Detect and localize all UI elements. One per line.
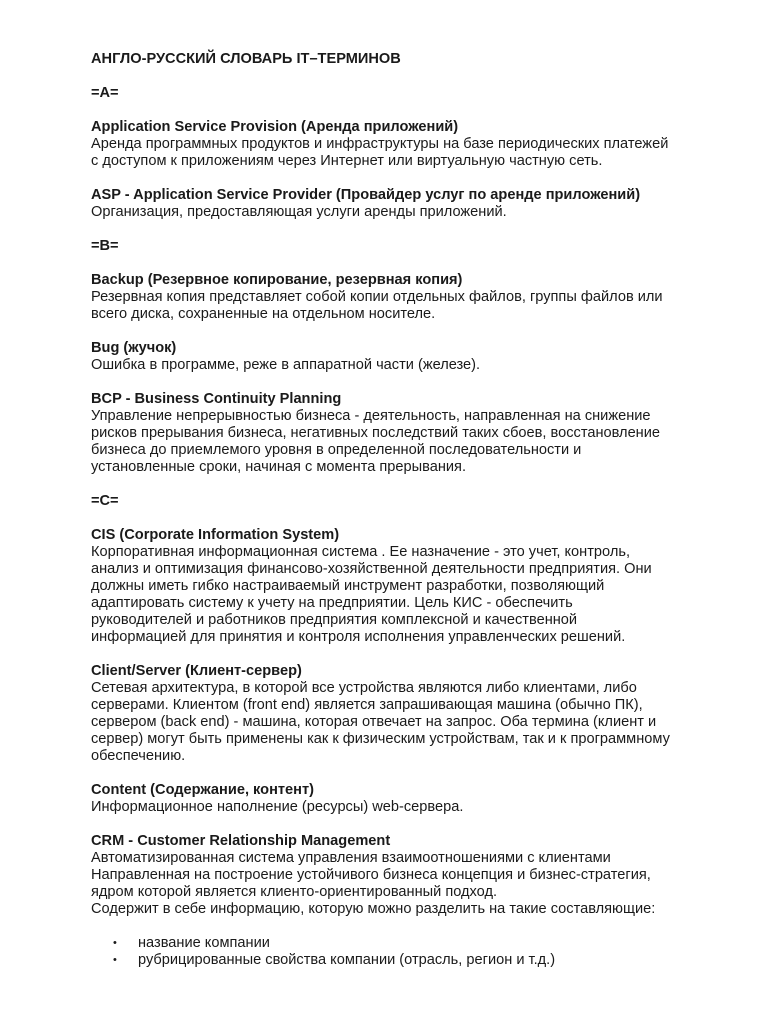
entry-definition-line: рисков прерывания бизнеса, негативных последствий таких сбоев, восстановление: [91, 425, 661, 441]
entry-definition-line: руководителей и работников предприятия комплексной и качественной: [91, 612, 578, 628]
entry-definition-line: Управление непрерывностью бизнеса - деятельность, направленная на снижение: [91, 408, 651, 424]
bullet-icon: •: [113, 937, 117, 949]
entry-definition-line: адаптировать систему к учету на предприятии. Цель КИС - обеспечить: [91, 595, 573, 611]
entry-term: CIS (Corporate Information System): [91, 527, 340, 543]
list-item: [91, 935, 731, 952]
bullet-icon: •: [113, 954, 117, 966]
section-letter-c: =C=: [91, 493, 119, 509]
entry-term: BCP - Business Continuity Planning: [91, 391, 342, 407]
entry-content: [91, 782, 731, 816]
document-title: АНГЛО-РУССКИЙ СЛОВАРЬ IT–ТЕРМИНОВ: [91, 51, 401, 67]
entry-application-service-provision: [91, 119, 731, 170]
entry-definition-line: сервером (back end) - машина, которая отвечает на запрос. Оба термина (клиент и: [91, 714, 657, 730]
list-item: [91, 952, 731, 969]
entry-definition-line: Аренда программных продуктов и инфраструктуры на базе периодических платежей: [91, 136, 669, 152]
entry-term: Bug (жучок): [91, 340, 177, 356]
section-letter-b: =B=: [91, 238, 119, 254]
entry-crm: [91, 833, 731, 969]
entry-definition-line: Организация, предоставляющая услуги аренды приложений.: [91, 204, 507, 220]
entry-definition-line: Автоматизированная система управления взаимоотношениями с клиентами: [91, 850, 611, 866]
list-item-text: название компании: [138, 935, 270, 951]
entry-bug: [91, 340, 731, 374]
entry-definition-line: бизнеса до приемлемого уровня в определенной последовательности и: [91, 442, 582, 458]
entry-definition-line: информацией для принятия и контроля исполнения управленческих решений.: [91, 629, 626, 645]
entry-asp: [91, 187, 731, 221]
entry-definition-line: Резервная копия представляет собой копии отдельных файлов, группы файлов или: [91, 289, 663, 305]
entry-definition-line: Корпоративная информационная система . Ее назначение - это учет, контроль,: [91, 544, 630, 560]
entry-definition-line: Направленная на построение устойчивого бизнеса концепция и бизнес-стратегия,: [91, 867, 651, 883]
entry-term: Application Service Provision (Аренда приложений): [91, 119, 459, 135]
entry-definition-line: Содержит в себе информацию, которую можно разделить на такие составляющие:: [91, 901, 656, 917]
document-page: [91, 51, 731, 969]
entry-definition-line: анализ и оптимизация финансово-хозяйственной деятельности предприятия. Они: [91, 561, 652, 577]
list-item-text: рубрицированные свойства компании (отрасль, регион и т.д.): [138, 952, 556, 968]
entry-term: Backup (Резервное копирование, резервная копия): [91, 272, 463, 288]
entry-cis: [91, 527, 731, 646]
entry-bcp: [91, 391, 731, 476]
entry-definition-line: обеспечению.: [91, 748, 186, 764]
entry-term: Content (Содержание, контент): [91, 782, 314, 798]
entry-definition-line: Информационное наполнение (ресурсы) web-сервера.: [91, 799, 464, 815]
entry-backup: [91, 272, 731, 323]
entry-term: Client/Server (Клиент-сервер): [91, 663, 302, 679]
entry-definition-line: с доступом к приложениям через Интернет или виртуальную частную сеть.: [91, 153, 603, 169]
entry-definition-line: установленные сроки, начиная с момента прерывания.: [91, 459, 467, 475]
entry-definition-line: всего диска, сохраненные на отдельном носителе.: [91, 306, 436, 322]
section-letter-a: =A=: [91, 85, 119, 101]
entry-term: ASP - Application Service Provider (Провайдер услуг по аренде приложений): [91, 187, 641, 203]
entry-definition-line: Ошибка в программе, реже в аппаратной части (железе).: [91, 357, 481, 373]
entry-definition-line: сервер) могут быть применены как к физическим устройствам, так и к программному: [91, 731, 670, 747]
bullet-list: [91, 935, 731, 969]
entry-definition-line: должны иметь гибко настраиваемый инструмент разработки, позволяющий: [91, 578, 605, 594]
entry-term: CRM - Customer Relationship Management: [91, 833, 391, 849]
entry-client-server: [91, 663, 731, 765]
entry-definition-line: серверами. Клиентом (front end) является запрашивающая машина (обычно ПК),: [91, 697, 643, 713]
entry-definition-line: ядром которой является клиенто-ориентированный подход.: [91, 884, 498, 900]
entry-definition-line: Сетевая архитектура, в которой все устройства являются либо клиентами, либо: [91, 680, 637, 696]
